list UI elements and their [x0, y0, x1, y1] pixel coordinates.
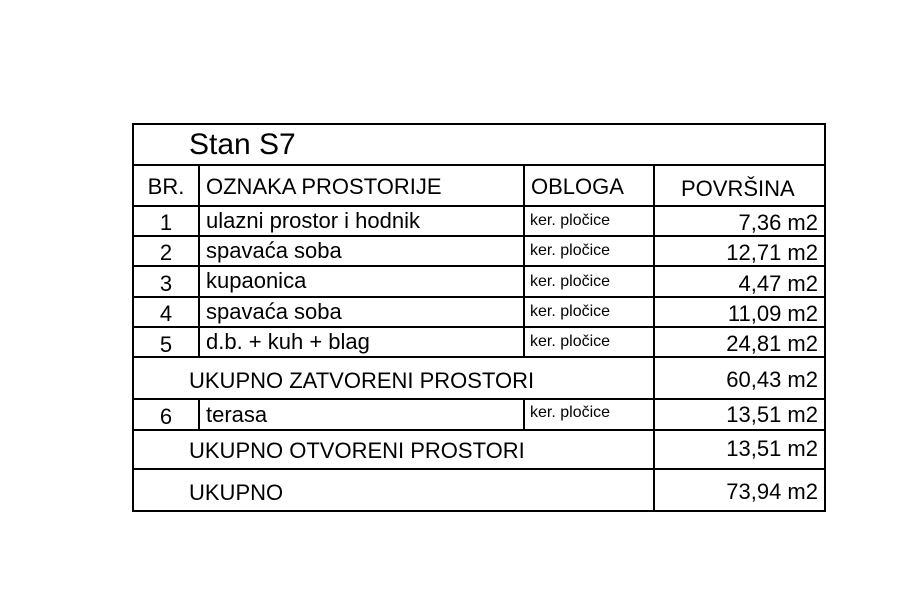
- table-title: Stan S7: [189, 128, 296, 161]
- total-label: UKUPNO: [189, 480, 284, 505]
- room-area: 11,09 m2: [727, 301, 818, 326]
- room-name: spavaća soba: [206, 299, 342, 324]
- row-divider: [134, 235, 824, 237]
- row-divider: [134, 429, 824, 431]
- room-name: kupaonica: [206, 268, 307, 293]
- row-number: 6: [159, 404, 173, 429]
- room-name: spavaća soba: [206, 238, 342, 263]
- room-area: 7,36 m2: [738, 210, 818, 235]
- row-divider: [134, 265, 824, 267]
- room-area: 12,71 m2: [726, 240, 818, 265]
- row-number: 2: [159, 240, 173, 265]
- area-table: [132, 123, 826, 512]
- header-obloga: OBLOGA: [531, 174, 624, 199]
- total-open-label: UKUPNO OTVORENI PROSTORI: [189, 438, 525, 463]
- row-divider: [134, 398, 824, 400]
- header-br: BR.: [147, 174, 185, 199]
- row-number: 3: [159, 271, 173, 296]
- col-divider: [653, 164, 655, 510]
- row-divider: [134, 164, 824, 166]
- total-closed-area: 60,43 m2: [726, 367, 818, 392]
- row-number: 4: [159, 301, 173, 326]
- room-name: d.b. + kuh + blag: [206, 329, 370, 354]
- row-number: 1: [159, 210, 173, 235]
- header-oznaka: OZNAKA PROSTORIJE: [206, 174, 442, 199]
- row-number: 5: [159, 332, 173, 357]
- col-divider: [198, 164, 200, 356]
- col-divider: [198, 398, 200, 429]
- row-divider: [134, 205, 824, 207]
- col-divider: [523, 398, 525, 429]
- room-area: 24,81 m2: [726, 331, 818, 356]
- row-divider: [134, 468, 824, 470]
- room-area: 4,47 m2: [738, 271, 818, 296]
- room-covering: ker. pločice: [530, 333, 611, 350]
- room-covering: ker. pločice: [530, 303, 611, 320]
- room-covering: ker. pločice: [530, 273, 611, 290]
- room-covering: ker. pločice: [530, 242, 611, 259]
- row-divider: [134, 326, 824, 328]
- room-area: 13,51 m2: [726, 402, 818, 427]
- room-covering: ker. pločice: [530, 212, 611, 229]
- total-open-area: 13,51 m2: [726, 436, 818, 461]
- header-povrsina: POVRŠINA: [681, 176, 795, 201]
- col-divider: [523, 164, 525, 356]
- row-divider: [134, 296, 824, 298]
- total-area: 73,94 m2: [726, 479, 818, 504]
- room-covering: ker. pločice: [530, 404, 611, 421]
- total-closed-label: UKUPNO ZATVORENI PROSTORI: [189, 368, 535, 393]
- room-name: terasa: [206, 402, 268, 427]
- room-name: ulazni prostor i hodnik: [206, 208, 421, 233]
- row-divider: [134, 356, 824, 358]
